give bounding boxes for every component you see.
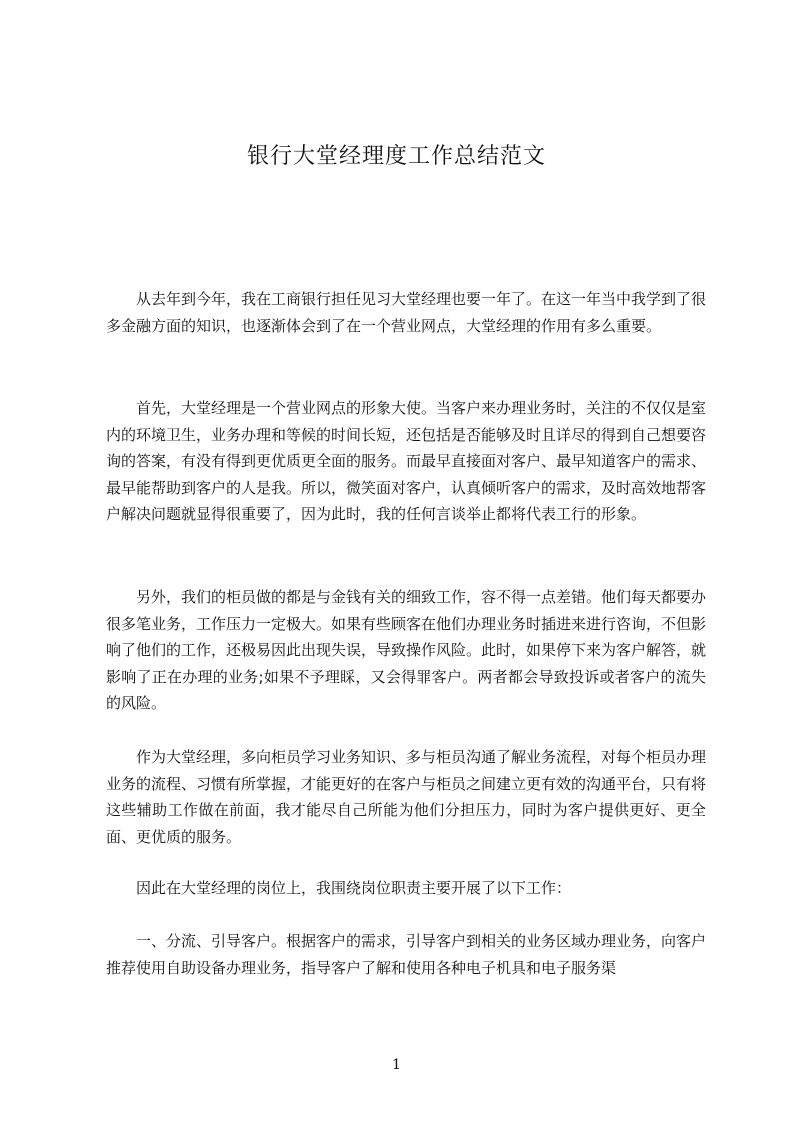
paragraph-2: 首先，大堂经理是一个营业网点的形象大使。当客户来办理业务时，关注的不仅仅是室内的环境卫生，业务办理和等候的时间长短，还包括是否能够及时且详尽的得到自己想要咨询的答案，有没有得到更优质更全面的服务。而最早直接面对客户、最早知道客户的需求、最早能帮助到客户的人是我。所以，微笑面对客户，认真倾听客户的需求，及时高效地帮客户解决问题就显得很重要了，因为此时，我的任何言谈举止都将代表工行的形象。	[106, 399, 707, 523]
page-number: 1	[392, 1057, 401, 1073]
paragraph-5: 因此在大堂经理的岗位上，我围绕岗位职责主要开展了以下工作：	[136, 879, 572, 897]
paragraph-1: 从去年到今年，我在工商银行担任见习大堂经理也要一年了。在这一年当中我学到了很多金融方面的知识，也逐渐体会到了在一个营业网点，大堂经理的作用有多么重要。	[106, 290, 707, 335]
document-title: 银行大堂经理度工作总结范文	[246, 144, 546, 169]
paragraph-6: 一、分流、引导客户。根据客户的需求，引导客户到相关的业务区域办理业务，向客户推荐使用自助设备办理业务，指导客户了解和使用各种电子机具和电子服务渠	[106, 932, 706, 977]
paragraph-3: 另外，我们的柜员做的都是与金钱有关的细致工作，容不得一点差错。他们每天都要办很多笔业务，工作压力一定极大。如果有些顾客在他们办理业务时插进来进行咨询，不但影响了他们的工作，还极易因此出现失误，导致操作风险。此时，如果停下来为客户解答，就影响了正在办理的业务;如果不予理睬，又会得罪客户。两者都会导致投诉或者客户的流失的风险。	[106, 588, 707, 712]
paragraph-4: 作为大堂经理，多向柜员学习业务知识、多与柜员沟通了解业务流程，对每个柜员办理业务的流程、习惯有所掌握，才能更好的在客户与柜员之间建立更有效的沟通平台，只有将这些辅助工作做在前面，我才能尽自己所能为他们分担压力，同时为客户提供更好、更全面、更优质的服务。	[106, 748, 707, 846]
